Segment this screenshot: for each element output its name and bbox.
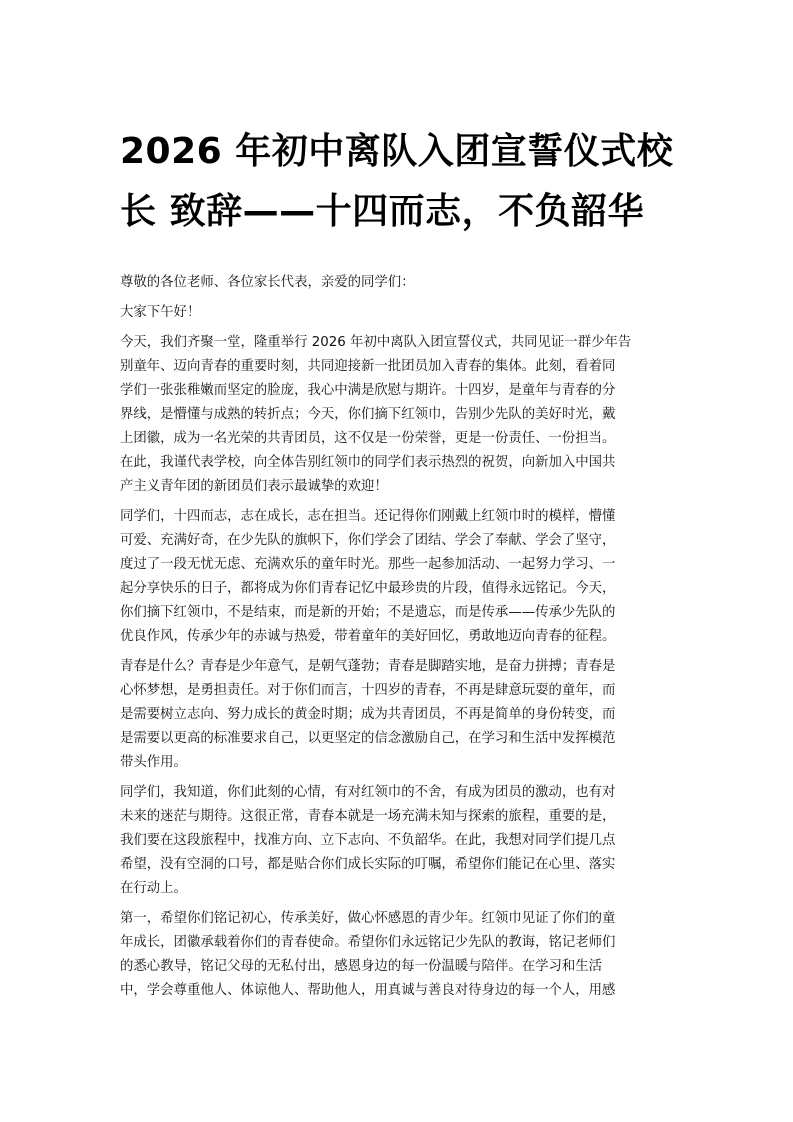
document-body <box>120 271 676 1009</box>
document-title <box>120 122 686 242</box>
text-line: 心怀梦想，是勇担责任。对于你们而言，十四岁的青春，不再是肆意玩耍的童年，而 <box>120 683 616 698</box>
text-line: 优良作风，传承少年的赤诚与热爱，带着童年的美好回忆，勇敢地迈向青春的征程。 <box>120 629 616 644</box>
text-line: 的悉心教导，铭记父母的无私付出，感恩身边的每一份温暖与陪伴。在学习和生活 <box>120 959 603 974</box>
text-line: 大家下午好！ <box>120 305 201 320</box>
text-line: 别童年、迈向青春的重要时刻，共同迎接新一批团员加入青春的集体。此刻，看着同 <box>120 359 616 374</box>
body-paragraph <box>120 655 676 775</box>
body-paragraph <box>120 505 676 649</box>
text-line: 是需要以更高的标准要求自己，以更坚定的信念激励自己，在学习和生活中发挥模范 <box>120 731 616 746</box>
text-line: 你们摘下红领巾，不是结束，而是新的开始；不是遗忘，而是传承——传承少先队的 <box>120 605 616 620</box>
text-line: 可爱、充满好奇，在少先队的旗帜下，你们学会了团结、学会了奉献、学会了坚守， <box>120 533 616 548</box>
salutation-paragraph <box>120 271 676 295</box>
text-line: 学们一张张稚嫩而坚定的脸庞，我心中满是欣慰与期许。十四岁，是童年与青春的分 <box>120 383 616 398</box>
text-line: 界线，是懵懂与成熟的转折点；今天，你们摘下红领巾，告别少先队的美好时光，戴 <box>120 407 616 422</box>
title-line: 2026 年初中离队入团宣誓仪式校长 <box>120 131 674 232</box>
text-line: 我们要在这段旅程中，找准方向、立下志向、不负韶华。在此，我想对同学们提几点 <box>120 833 616 848</box>
text-line: 第一，希望你们铭记初心，传承美好，做心怀感恩的青少年。红领巾见证了你们的童 <box>120 911 616 926</box>
text-line: 是需要树立志向、努力成长的黄金时期；成为共青团员，不再是简单的身份转变，而 <box>120 707 616 722</box>
text-line: 在行动上。 <box>120 881 187 896</box>
text-line: 同学们，十四而志，志在成长，志在担当。还记得你们刚戴上红领巾时的模样，懵懂 <box>120 509 616 524</box>
body-paragraph <box>120 781 676 901</box>
text-line: 在此，我谨代表学校，向全体告别红领巾的同学们表示热烈的祝贺，向新加入中国共 <box>120 455 616 470</box>
title-line: 致辞——十四而志，不负韶华 <box>169 191 645 232</box>
text-line: 希望，没有空洞的口号，都是贴合你们成长实际的叮嘱，希望你们能记在心里、落实 <box>120 857 616 872</box>
text-line: 带头作用。 <box>120 755 187 770</box>
body-paragraph <box>120 907 676 1003</box>
text-line: 度过了一段无忧无虑、充满欢乐的童年时光。那些一起参加活动、一起努力学习、一 <box>120 557 616 572</box>
text-line: 未来的迷茫与期待。这很正常，青春本就是一场充满未知与探索的旅程，重要的是， <box>120 809 616 824</box>
text-line: 上团徽，成为一名光荣的共青团员，这不仅是一份荣誉，更是一份责任、一份担当。 <box>120 431 616 446</box>
text-line: 尊敬的各位老师、各位家长代表，亲爱的同学们： <box>120 275 415 290</box>
text-line: 中，学会尊重他人、体谅他人、帮助他人，用真诚与善良对待身边的每一个人，用感 <box>120 983 616 998</box>
greeting-paragraph <box>120 301 676 325</box>
text-line: 年成长，团徽承载着你们的青春使命。希望你们永远铭记少先队的教诲，铭记老师们 <box>120 935 616 950</box>
body-paragraph <box>120 331 676 499</box>
text-line: 今天，我们齐聚一堂，隆重举行 2026 年初中离队入团宣誓仪式，共同见证一群少年告 <box>120 335 632 350</box>
text-line: 同学们，我知道，你们此刻的心情，有对红领巾的不舍，有成为团员的激动，也有对 <box>120 785 616 800</box>
text-line: 青春是什么？青春是少年意气，是朝气蓬勃；青春是脚踏实地，是奋力拼搏；青春是 <box>120 659 616 674</box>
text-line: 产主义青年团的新团员们表示最诚挚的欢迎！ <box>120 479 388 494</box>
text-line: 起分享快乐的日子，都将成为你们青春记忆中最珍贵的片段，值得永远铭记。今天， <box>120 581 616 596</box>
